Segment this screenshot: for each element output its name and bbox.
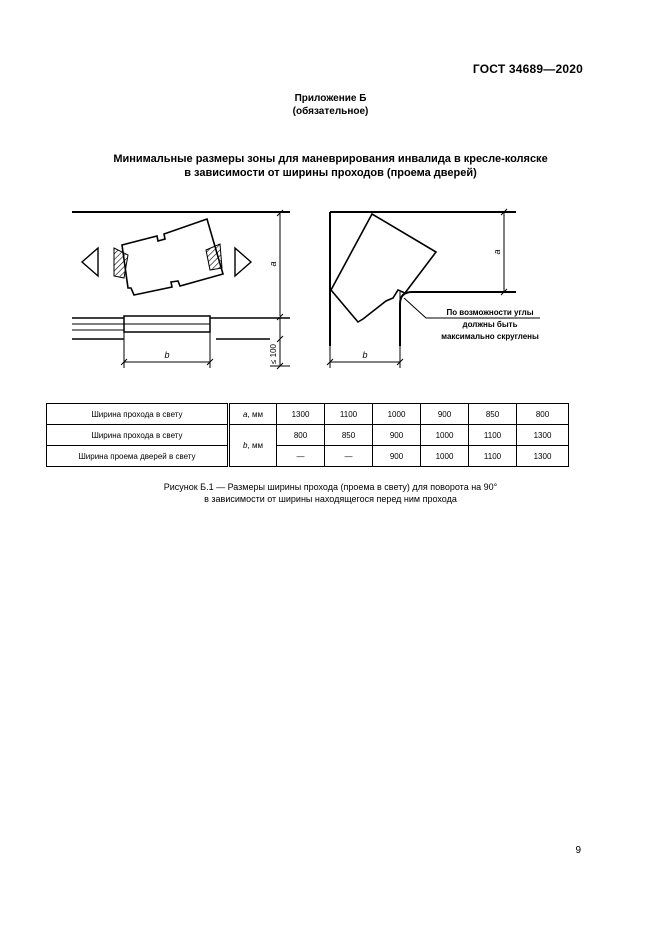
annex-title: Приложение Б — [294, 93, 367, 104]
direction-arrow-right-icon — [235, 248, 251, 276]
table-cell: 1300 — [517, 446, 569, 467]
dim-label-100: ≤ 100 — [269, 344, 278, 364]
corridor-diagram-left — [72, 210, 290, 369]
table-cell: 1000 — [421, 425, 469, 446]
note-leader-line — [404, 298, 426, 318]
row-label: Ширина проема дверей в свету — [47, 446, 229, 467]
table-cell: 1000 — [373, 404, 421, 425]
corridor-diagram-right — [327, 209, 540, 368]
table-cell: 1100 — [325, 404, 373, 425]
annex-status: (обязательное) — [292, 106, 369, 117]
table-cell: 850 — [325, 425, 373, 446]
caption-line-2: в зависимости от ширины находящегося перед ним прохода — [204, 494, 457, 504]
note-line-3: максимально скруглены — [441, 332, 539, 341]
direction-arrow-left-icon — [82, 248, 98, 276]
dim-label-b-right: b — [362, 350, 368, 360]
wheelchair-footprint-left — [122, 219, 223, 295]
row-label: Ширина прохода в свету — [47, 404, 229, 425]
table-cell: 900 — [373, 446, 421, 467]
heading-line-1: Минимальные размеры зоны для маневрирования инвалида в кресле-коляске — [113, 153, 548, 165]
table-cell: — — [325, 446, 373, 467]
table-row — [47, 404, 569, 425]
table-cell: 800 — [277, 425, 325, 446]
table-row — [47, 446, 569, 467]
dim-label-b: b — [164, 350, 170, 360]
page-number: 9 — [575, 845, 581, 856]
table-cell: 850 — [469, 404, 517, 425]
figure-caption — [0, 481, 661, 505]
table-cell: 1000 — [421, 446, 469, 467]
dimensions-table — [46, 403, 569, 467]
document-code: ГОСТ 34689—2020 — [472, 62, 583, 76]
table-cell: 1100 — [469, 446, 517, 467]
table-cell: — — [277, 446, 325, 467]
row-label: Ширина прохода в свету — [47, 425, 229, 446]
table-cell: 800 — [517, 404, 569, 425]
wheelchair-footprint-right — [331, 214, 436, 322]
dim-label-a-right: a — [492, 249, 502, 255]
table-cell: 900 — [373, 425, 421, 446]
dim-label-a: a — [268, 261, 278, 267]
caption-line-1: Рисунок Б.1 — Размеры ширины прохода (проема в свету) для поворота на 90° — [163, 482, 498, 492]
table-cell: 1100 — [469, 425, 517, 446]
table-cell: 1300 — [517, 425, 569, 446]
note-line-2: должны быть — [462, 320, 518, 329]
unit-cell-a: a, мм — [229, 404, 277, 425]
note-line-1: По возможности углы — [446, 308, 534, 317]
table-cell: 1300 — [277, 404, 325, 425]
unit-cell-b: b, мм — [229, 425, 277, 467]
wheelchair-diagram — [0, 0, 661, 400]
table-cell: 900 — [421, 404, 469, 425]
table-row — [47, 425, 569, 446]
heading-line-2: в зависимости от ширины проходов (проема дверей) — [184, 167, 477, 179]
